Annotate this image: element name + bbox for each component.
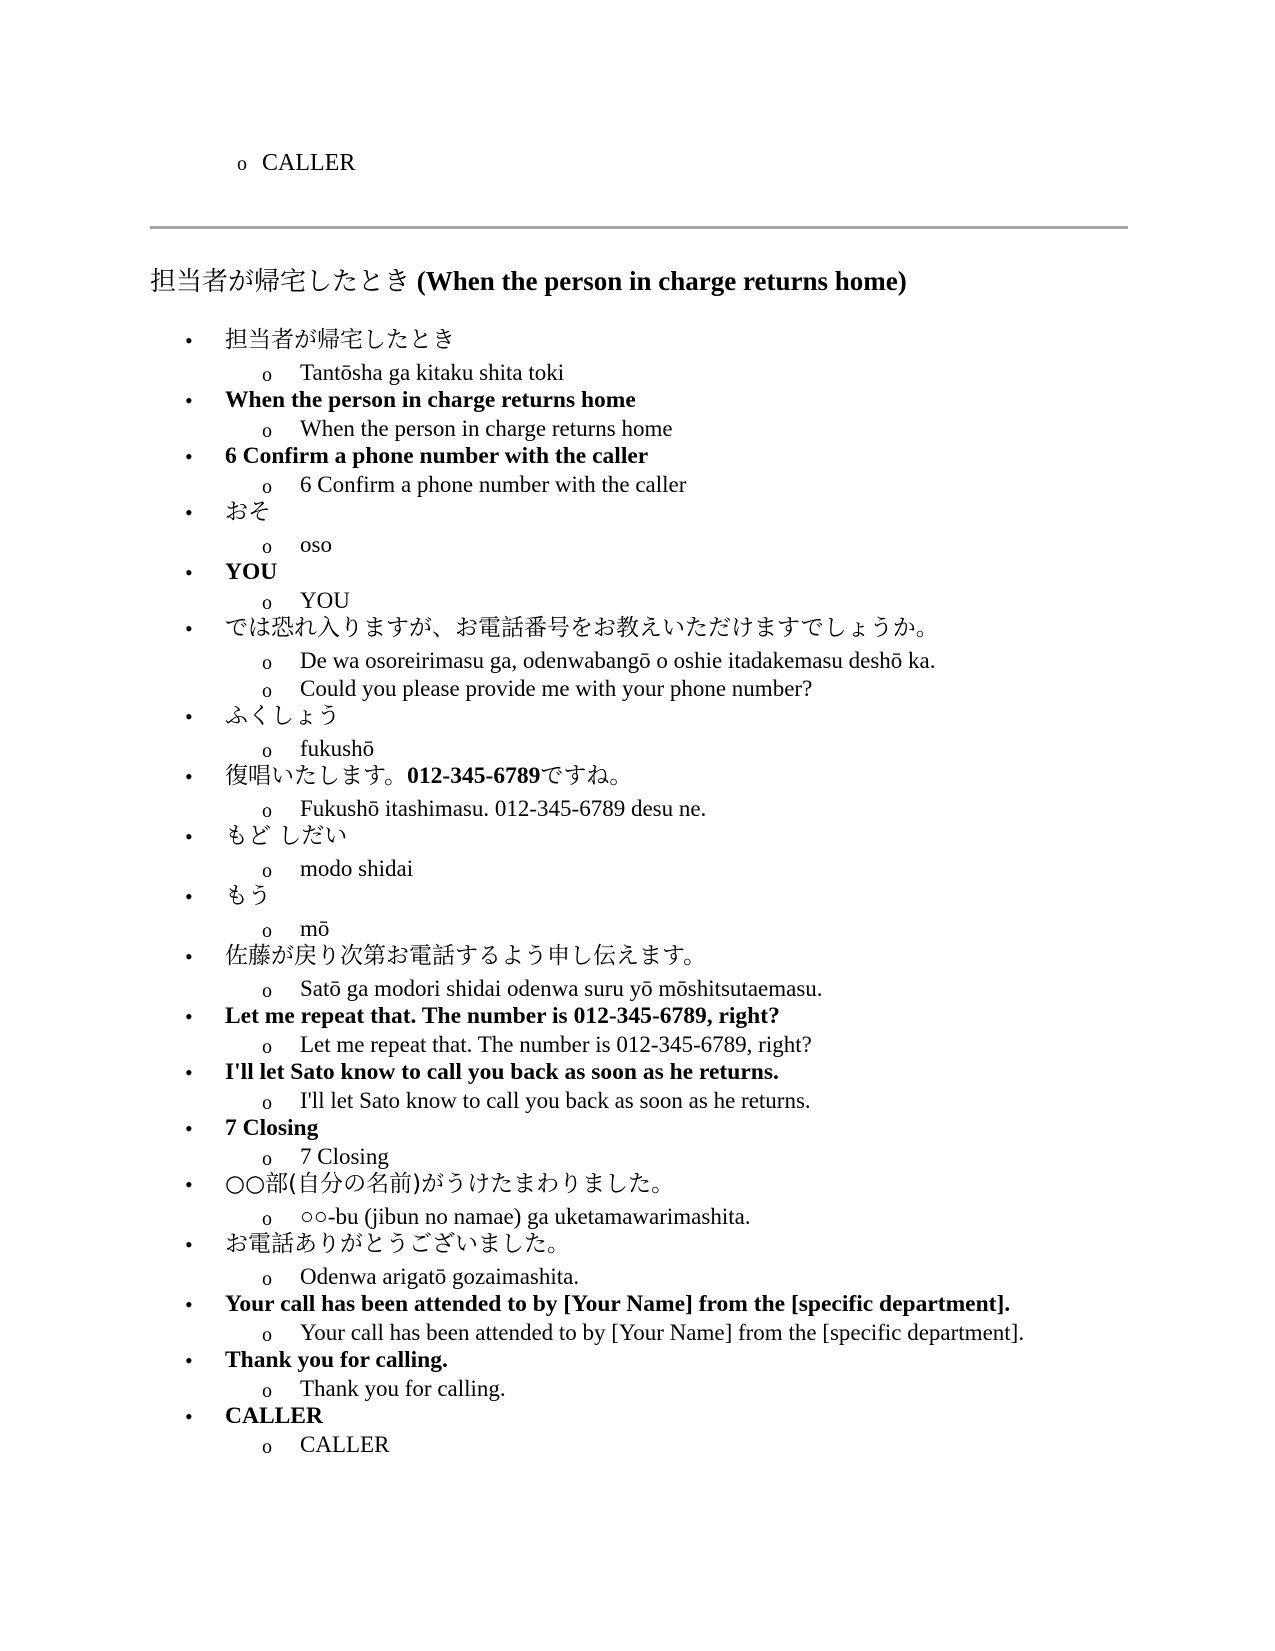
bullet-marker: • [185,444,193,469]
list-item-text: では恐れ入りますが、お電話番号をお教えいただけますでしょうか。 [225,615,939,641]
list-item-text: ふくしょう [225,703,340,729]
sub-item-text: ○○-bu (jibun no namae) ga uketamawarimashita. [300,1204,751,1229]
sub-item-text: CALLER [262,150,356,176]
top-sub-item [237,148,356,178]
sub-list-item [150,1375,1250,1403]
sub-item-text: Satō ga modori shidai odenwa suru yō mōshitsutaemasu. [300,976,823,1001]
sub-list-item [150,795,1250,823]
list-item-text: 佐藤が戻り次第お電話するよう申し伝えます。 [225,943,707,969]
sub-item-text: 6 Confirm a phone number with the caller [300,472,687,497]
list-item-text-part: 復唱いたします。 [225,763,408,789]
horizontal-divider [150,226,1128,229]
bullet-marker: • [185,944,193,969]
sub-bullet-marker: o [262,920,272,942]
sub-item-text: I'll let Sato know to call you back as soon as he returns. [300,1088,811,1113]
list-item-text: When the person in charge returns home [225,387,636,413]
list-item [150,1003,1250,1031]
sub-item-text: fukushō [300,736,375,761]
sub-list-item [150,675,1250,703]
sub-bullet-marker: o [262,652,272,674]
sub-bullet-marker: o [262,1092,272,1114]
sub-list-item [150,975,1250,1003]
sub-bullet-marker: o [262,1324,272,1346]
sub-list-item [150,359,1250,387]
bullet-marker: • [185,1172,193,1197]
sub-item-text: mō [300,916,330,941]
sub-list-item [150,735,1250,763]
bullet-marker: • [185,1116,193,1141]
sub-bullet-marker: o [262,740,272,762]
sub-item-text: Odenwa arigatō gozaimashita. [300,1264,580,1289]
sub-list-item [150,1263,1250,1291]
list-item-text: Let me repeat that. The number is 012-345-6789, right? [225,1003,780,1029]
list-item-text: おそ [225,499,271,525]
list-item-text: CALLER [225,1403,323,1429]
sub-item-text: Fukushō itashimasu. 012-345-6789 desu ne. [300,796,707,821]
list-item [150,1403,1250,1431]
sub-bullet-marker: o [262,476,272,498]
sub-bullet-marker: o [262,592,272,614]
list-item-text: 7 Closing [225,1115,319,1141]
sub-item-text: When the person in charge returns home [300,416,673,441]
list-item [150,883,1250,915]
sub-bullet-marker: o [262,860,272,882]
bullet-marker: • [185,1292,193,1317]
bullet-marker: • [185,1004,193,1029]
section-heading-jp: 担当者が帰宅したとき [150,267,411,297]
list-item-text: 担当者が帰宅したとき [225,327,455,353]
list-item-text: お電話ありがとうございました。 [225,1231,570,1257]
bullet-marker: • [185,764,193,789]
list-item-text: I'll let Sato know to call you back as soon as he returns. [225,1059,779,1085]
section-heading-en: (When the person in charge returns home) [410,266,907,296]
sub-bullet-marker: o [237,153,247,175]
list-item [150,763,1250,795]
bullet-marker: • [185,560,193,585]
sub-bullet-marker: o [262,1436,272,1458]
list-item [150,387,1250,415]
sub-bullet-marker: o [262,364,272,386]
sub-item-text: modo shidai [300,856,414,881]
sub-item-text: 7 Closing [300,1144,389,1169]
list-item-text: 6 Confirm a phone number with the caller [225,443,649,469]
list-item [150,1231,1250,1263]
sub-list-item [150,415,1250,443]
sub-list-item [150,1031,1250,1059]
phrase-list [150,327,1250,1459]
bullet-marker: • [185,328,193,353]
list-item [150,559,1250,587]
sub-list-item [150,1203,1250,1231]
sub-bullet-marker: o [262,1208,272,1230]
sub-bullet-marker: o [262,420,272,442]
bullet-marker: • [185,1348,193,1373]
sub-list-item [150,531,1250,559]
sub-item-text: Your call has been attended to by [Your Name] from the [specific department]. [300,1320,1025,1345]
section-heading [150,264,907,299]
sub-list-item [150,855,1250,883]
bullet-marker: • [185,1404,193,1429]
list-item [150,703,1250,735]
bullet-marker: • [185,500,193,525]
list-item-text-part: ですね。 [540,763,633,789]
sub-bullet-marker: o [262,680,272,702]
sub-item-text: Could you please provide me with your phone number? [300,676,813,701]
sub-list-item [150,647,1250,675]
bullet-marker: • [185,388,193,413]
sub-bullet-marker: o [262,1148,272,1170]
list-item [150,1291,1250,1319]
list-item-text-part: 012-345-6789 [407,763,541,789]
sub-bullet-marker: o [262,800,272,822]
list-item [150,823,1250,855]
sub-list-item [150,587,1250,615]
sub-item-text: Tantōsha ga kitaku shita toki [300,360,565,385]
sub-bullet-marker: o [262,980,272,1002]
sub-list-item [150,1431,1250,1459]
sub-bullet-marker: o [262,536,272,558]
bullet-marker: • [185,616,193,641]
bullet-marker: • [185,1060,193,1085]
sub-item-text: Let me repeat that. The number is 012-345-6789, right? [300,1032,812,1057]
list-item-text [225,763,632,789]
sub-item-text: Thank you for calling. [300,1376,506,1401]
sub-item-text: CALLER [300,1432,390,1457]
list-item-text: Thank you for calling. [225,1347,448,1373]
list-item [150,1059,1250,1087]
sub-list-item [150,471,1250,499]
sub-list-item [150,1143,1250,1171]
list-item [150,1171,1250,1203]
sub-list-item [150,915,1250,943]
sub-item-text: oso [300,532,332,557]
list-item [150,443,1250,471]
list-item-text: YOU [225,559,278,585]
sub-bullet-marker: o [262,1036,272,1058]
bullet-marker: • [185,704,193,729]
sub-bullet-marker: o [262,1380,272,1402]
bullet-marker: • [185,884,193,909]
sub-item-text: YOU [300,588,350,613]
bullet-marker: • [185,1232,193,1257]
sub-bullet-marker: o [262,1268,272,1290]
list-item-text: ○○部(自分の名前)がうけたまわりました。 [225,1171,675,1197]
list-item-text: Your call has been attended to by [Your Name] from the [specific department]. [225,1291,1011,1317]
list-item [150,1115,1250,1143]
list-item [150,943,1250,975]
list-item [150,615,1250,647]
list-item [150,499,1250,531]
list-item-text: もう [225,883,271,909]
sub-list-item [150,1319,1250,1347]
list-item [150,327,1250,359]
list-item-text: もど しだい [225,823,348,849]
sub-item-text: De wa osoreirimasu ga, odenwabangō o oshie itadakemasu deshō ka. [300,648,936,673]
list-item [150,1347,1250,1375]
bullet-marker: • [185,824,193,849]
sub-list-item [150,1087,1250,1115]
